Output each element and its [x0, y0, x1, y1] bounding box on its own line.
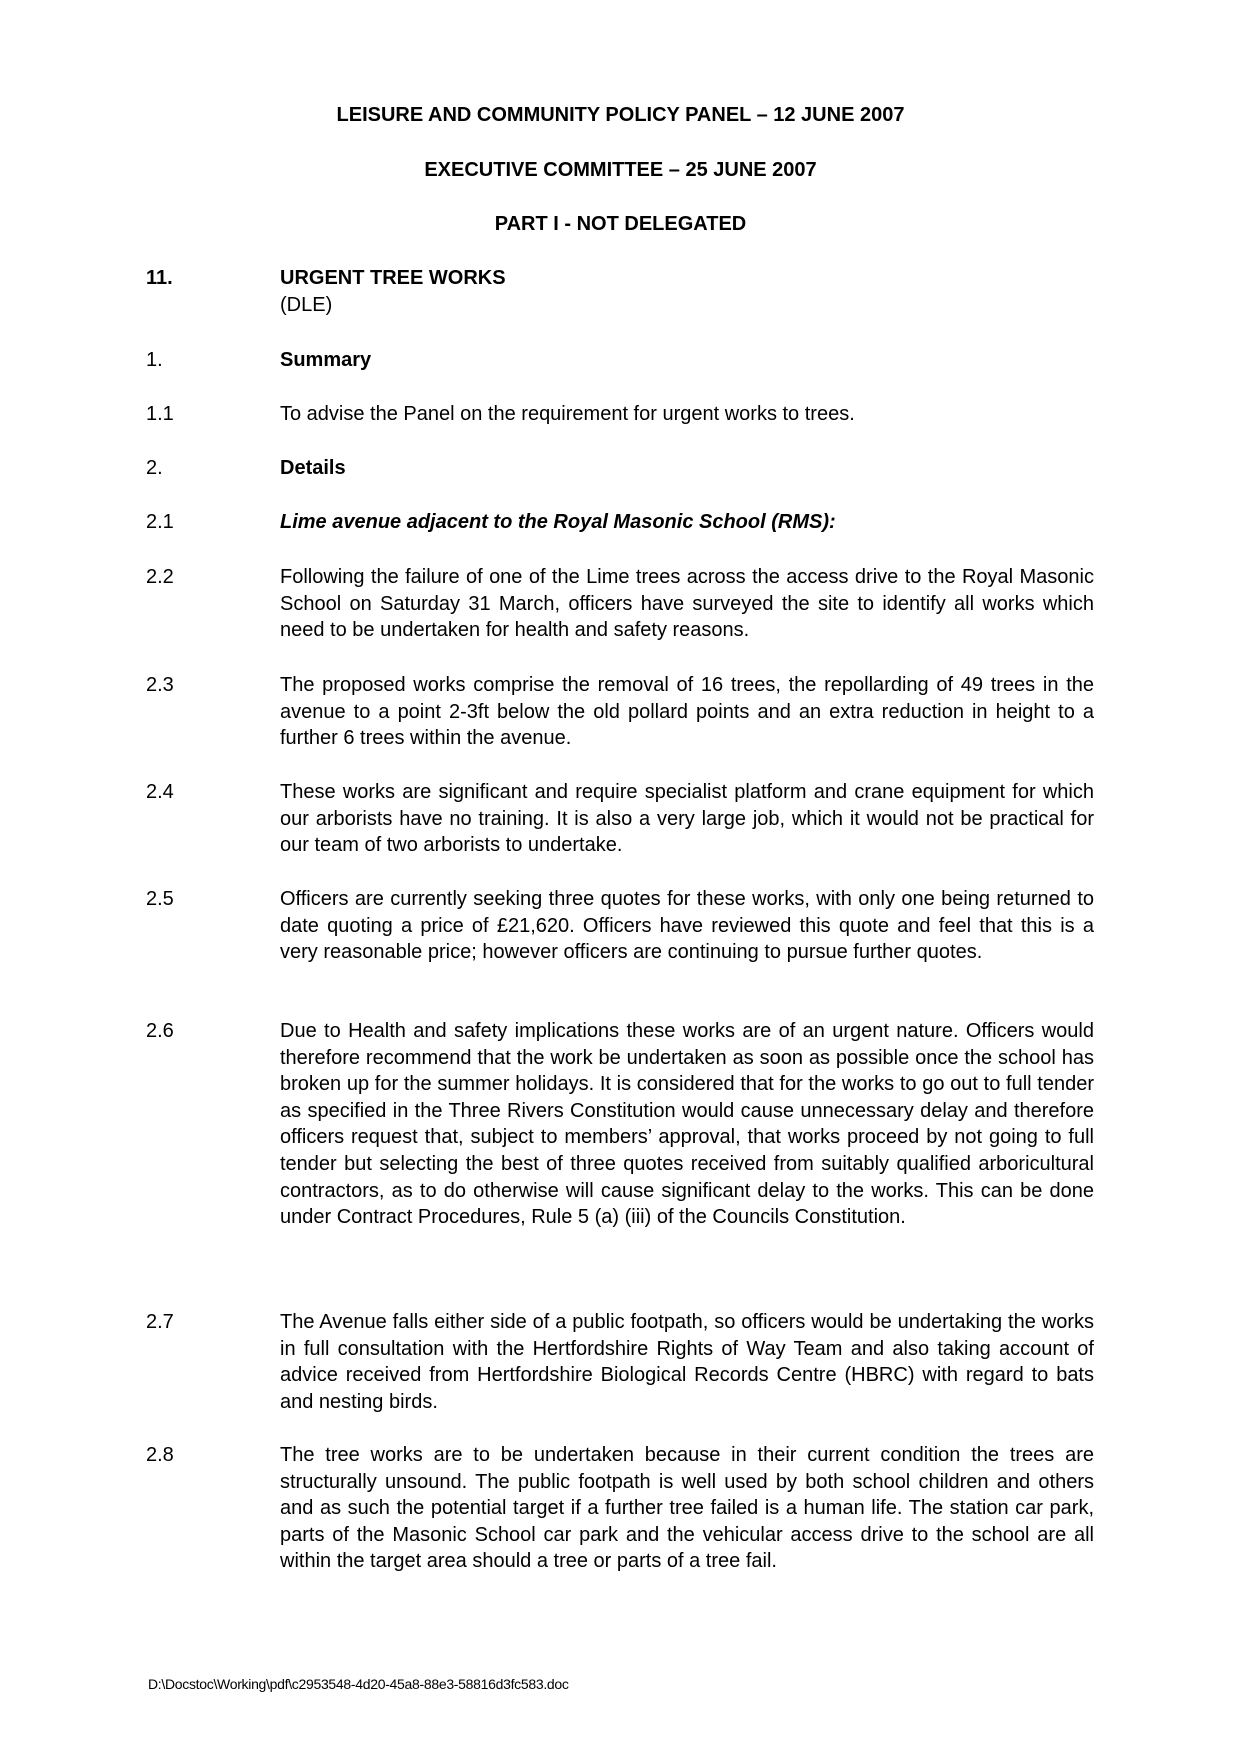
paragraph-2-3: The proposed works comprise the removal of 16 trees, the repollarding of 49 trees in the avenue to a point 2-3ft below the old pollard points and an extra reduction in height to a further 6 trees within the avenue. [280, 674, 1094, 750]
item-ref: (DLE) [280, 294, 333, 316]
section-number: 2. [146, 457, 163, 479]
meeting-heading-committee: EXECUTIVE COMMITTEE – 25 JUNE 2007 [424, 159, 817, 181]
section-title-details: Details [280, 457, 346, 479]
paragraph-number: 2.8 [146, 1444, 174, 1466]
paragraph-number: 2.5 [146, 888, 174, 910]
footer-file-path: D:\Docstoc\Working\pdf\c2953548-4d20-45a8-88e3-58816d3fc583.doc [148, 1676, 569, 1692]
paragraph-2-2: Following the failure of one of the Lime trees across the access drive to the Royal Masonic School on Saturday 31 March, officers have surveyed the site to identify all works which need to be undertaken for health and safety reasons. [280, 566, 1094, 642]
paragraph-number: 2.1 [146, 511, 174, 533]
meeting-heading-panel: LEISURE AND COMMUNITY POLICY PANEL – 12 JUNE 2007 [336, 104, 905, 126]
paragraph-1-1: To advise the Panel on the requirement for urgent works to trees. [280, 403, 855, 425]
paragraph-number: 2.4 [146, 781, 174, 803]
paragraph-number: 2.3 [146, 674, 174, 696]
part-heading: PART I - NOT DELEGATED [494, 213, 747, 235]
item-title: URGENT TREE WORKS [280, 267, 506, 289]
paragraph-2-5: Officers are currently seeking three quotes for these works, with only one being returned to date quoting a price of £21,620. Officers have reviewed this quote and feel that this is a very reasonable price; however officers are continuing to pursue further quotes. [280, 888, 1094, 964]
section-title-summary: Summary [280, 349, 372, 371]
paragraph-number: 2.2 [146, 566, 174, 588]
paragraph-2-4: These works are significant and require specialist platform and crane equipment for which our arborists have no training. It is also a very large job, which it would not be practical for our team of two arborists to undertake. [280, 781, 1094, 857]
paragraph-2-7: The Avenue falls either side of a public footpath, so officers would be undertaking the works in full consultation with the Hertfordshire Rights of Way Team and also taking account of advice received from Hertfordshire Biological Records Centre (HBRC) with regard to bats and nesting birds. [280, 1311, 1094, 1413]
paragraph-number: 1.1 [146, 403, 174, 425]
item-number: 11. [146, 267, 173, 289]
paragraph-number: 2.7 [146, 1311, 174, 1333]
paragraph-2-8: The tree works are to be undertaken because in their current condition the trees are structurally unsound. The public footpath is well used by both school children and others and as such the potential target if a further tree failed is a human life. The station car park, parts of the Masonic School car park and the vehicular access drive to the school are all within the target area should a tree or parts of a tree fail. [280, 1444, 1094, 1573]
paragraph-number: 2.6 [146, 1020, 174, 1042]
section-number: 1. [146, 349, 163, 371]
subheading-lime-avenue: Lime avenue adjacent to the Royal Masonic School (RMS): [280, 511, 836, 533]
paragraph-2-6: Due to Health and safety implications these works are of an urgent nature. Officers would therefore recommend that the work be undertaken as soon as possible once the school has broken up for the summer holidays. It is considered that for the works to go out to full tender as specified in the Three Rivers Constitution would cause unnecessary delay and therefore officers request that, subject to members’ approval, that works proceed by not going to full tender but selecting the best of three quotes received from suitably qualified arboricultural contractors, as to do otherwise will cause significant delay to the works. This can be done under Contract Procedures, Rule 5 (a) (iii) of the Councils Constitution. [280, 1020, 1094, 1229]
